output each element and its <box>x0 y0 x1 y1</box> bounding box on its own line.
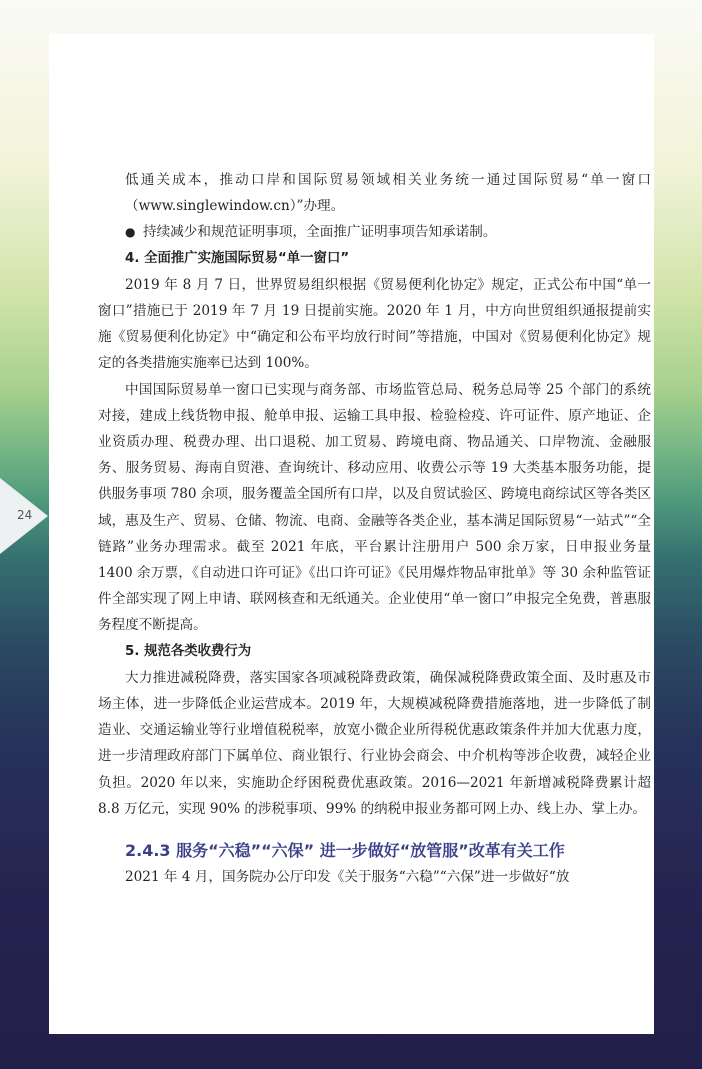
paragraph-wto: 2019 年 8 月 7 日，世界贸易组织根据《贸易便利化协定》规定，正式公布中国“单一窗口”措施已于 2019 年 7 月 19 日提前实施。2020 年 1 月，中方向世贸组织通报提前实施《贸易便利化协定》中“确定和公布平均放行时间”等措施，中国对《贸易便利化协定》规定的各类措施实施率已达到 100%。 <box>98 276 651 372</box>
page-content <box>98 167 651 890</box>
bullet-text: 持续减少和规范证明事项，全面推广证明事项告知承诺制。 <box>143 224 497 241</box>
bullet-item <box>98 219 651 245</box>
subheading-fees: 5. 规范各类收费行为 <box>125 643 252 659</box>
paragraph-single-window: 中国国际贸易单一窗口已实现与商务部、市场监管总局、税务总局等 25 个部门的系统对接，建成上线货物申报、舱单申报、运输工具申报、检验检疫、许可证件、原产地证、企业资质办理、税费办理、出口退税、加工贸易、跨境电商、物品通关、口岸物流、金融服务、服务贸易、海南自贸港、查询统计、移动应用、收费公示等 19 大类基本服务功能，提供服务事项 780 余项，服务覆盖全国所有口岸，以及自贸试验区、跨境电商综试区等各类区域，惠及生产、贸易、仓储、物流、电商、金融等各类企业，基本满足国际贸易“一站式”“全链路”业务办理需求。截至 2021 年底，平台累计注册用户 500 余万家，日申报业务量 1400 余万票，《自动进口许可证》《出口许可证》《民用爆炸物品审批单》等 30 余种监管证件全部实现了网上申请、联网核查和无纸通关。企业使用“单一窗口”申报完全免费，普惠服务程度不断提高。 <box>98 381 651 634</box>
bullet-icon: ● <box>125 225 136 240</box>
subheading-single-window: 4. 全面推广实施国际贸易“单一窗口” <box>125 250 350 266</box>
paragraph-state-council: 2021 年 4 月，国务院办公厅印发《关于服务“六稳”“六保”进一步做好“放 <box>125 869 570 886</box>
paragraph-continuation: 低通关成本，推动口岸和国际贸易领域相关业务统一通过国际贸易“单一窗口（www.singlewindow.cn）”办理。 <box>125 172 651 215</box>
document-page <box>49 34 654 1034</box>
page-number: 24 <box>17 508 33 522</box>
paragraph-tax-cuts: 大力推进减税降费，落实国家各项减税降费政策，确保减税降费政策全面、及时惠及市场主体，进一步降低企业运营成本。2019 年，大规模减税降费措施落地，进一步降低了制造业、交通运输业等行业增值税税率，放宽小微企业所得税优惠政策条件并加大优惠力度，进一步清理政府部门下属单位、商业银行、行业协会商会、中介机构等涉企收费，减轻企业负担。2020 年以来，实施助企纾困税费优惠政策。2016—2021 年新增减税降费累计超 8.8 万亿元，实现 90% 的涉税事项、99% 的纳税申报业务都可网上办、线上办、掌上办。 <box>98 669 651 817</box>
section-heading: 2.4.3 服务“六稳”“六保” 进一步做好“放管服”改革有关工作 <box>125 841 565 861</box>
